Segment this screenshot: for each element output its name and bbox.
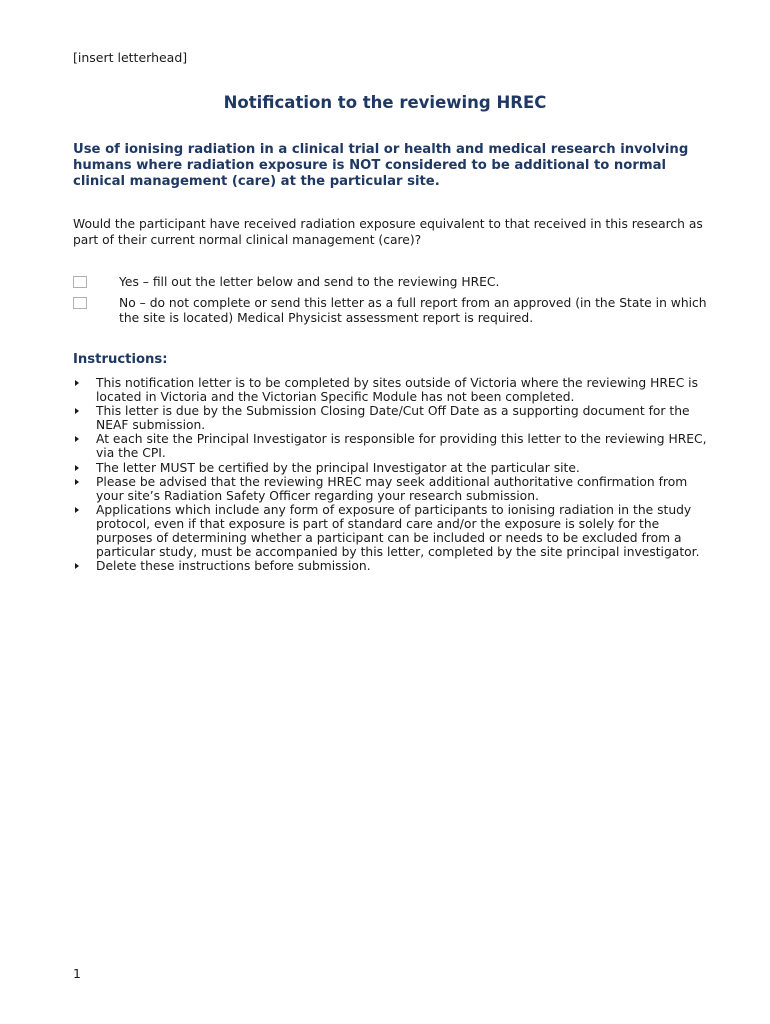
letterhead-placeholder: [insert letterhead] [73,50,188,65]
instruction-text: Applications which include any form of exposure of participants to ionising radiation in the study protocol, even if that exposure is part of standard care and/or the exposure is solely for the purposes of determining whether a participant can be included or needs to be excluded from a particular study, must be accompanied by this letter, completed by the site principal investigator. [96,502,700,560]
list-item [73,404,713,432]
list-item [73,432,713,460]
instruction-text: This notification letter is to be completed by sites outside of Victoria where the reviewing HREC is located in Victoria and the Victorian Specific Module has not been completed. [96,376,699,405]
instruction-text: Delete these instructions before submission. [96,559,371,574]
instructions-heading: Instructions: [73,352,168,367]
screening-question: Would the participant have received radiation exposure equivalent to that received in this research as part of their current normal clinical management (care)? [73,217,703,247]
list-item [73,461,713,475]
no-checkbox[interactable] [73,297,87,309]
option-no-label: No – do not complete or send this letter as a full report from an approved (in the State in which the site is located) Medical Physicist assessment report is required. [119,296,707,325]
instruction-text: This letter is due by the Submission Closing Date/Cut Off Date as a supporting document for the NEAF submission. [96,404,690,433]
option-yes[interactable] [73,275,713,291]
instruction-text: Please be advised that the reviewing HREC may seek additional authoritative confirmation from your site’s Radiation Safety Officer regarding your research submission. [96,474,688,503]
page-subtitle: Use of ionising radiation in a clinical trial or health and medical research involving humans where radiation exposure is NOT considered to be additional to normal clinical management (care) at the particular site. [73,142,689,189]
bullet-arrow-icon [75,479,79,485]
list-item [73,475,713,503]
list-item [73,376,713,404]
bullet-arrow-icon [75,465,79,471]
bullet-arrow-icon [75,507,79,513]
bullet-arrow-icon [75,436,79,442]
instruction-text: At each site the Principal Investigator is responsible for providing this letter to the reviewing HREC, via the CPI. [96,432,707,461]
bullet-arrow-icon [75,380,79,386]
page-number: 1 [73,966,81,981]
bullet-arrow-icon [75,563,79,569]
option-yes-label: Yes – fill out the letter below and send to the reviewing HREC. [119,275,500,289]
instruction-text: The letter MUST be certified by the principal Investigator at the particular site. [96,460,580,475]
list-item [73,503,713,559]
instructions-list [73,376,713,573]
option-no[interactable] [73,296,713,328]
bullet-arrow-icon [75,408,79,414]
yes-checkbox[interactable] [73,276,87,288]
page-title: Notification to the reviewing HREC [223,93,547,112]
list-item [73,559,713,573]
